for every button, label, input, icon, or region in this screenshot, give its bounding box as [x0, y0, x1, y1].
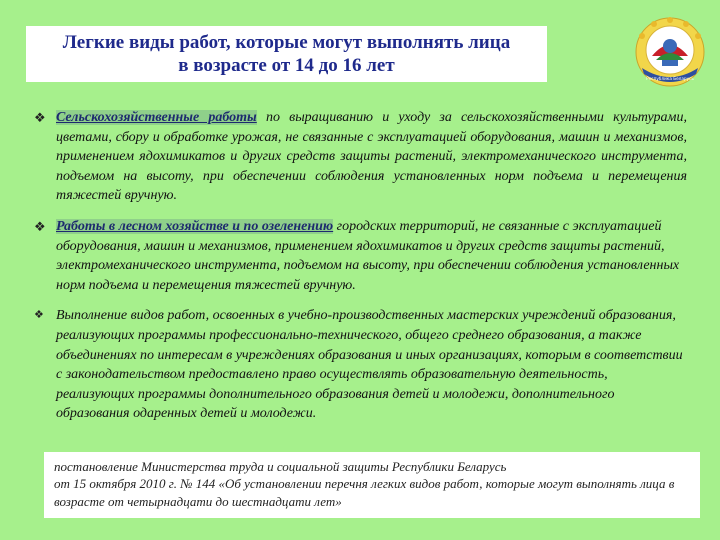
list-item [34, 217, 687, 295]
item-highlight: Работы в лесном хозяйстве и по озеленению [56, 218, 334, 234]
list-item [34, 306, 687, 424]
item-text: городских территорий, не связанные с эксплуатацией оборудования, машин и механизмов, применением ядохимикатов и других средств защиты растений, электромеханического инструмента, подъемом на высоту, при обеспечении соблюдения установленных норм подъема и перемещения тяжестей вручную. [56, 218, 680, 293]
list-item [34, 108, 687, 206]
footer-line-1: постановление Министерства труда и социальной защиты Республики Беларусь [54, 459, 507, 474]
title-line-2: в возрасте от 14 до 16 лет [178, 55, 395, 76]
diamond-bullet-icon: ❖ [34, 110, 46, 125]
footer-line-2: от 15 октября 2010 г. № 144 «Об установлении перечня легких видов работ, которые могут выполнять лица в возрасте от четырнадцати до шестнадцати лет» [54, 476, 675, 509]
diamond-bullet-icon: ❖ [34, 218, 46, 234]
item-text: Выполнение видов работ, освоенных в учебно-производственных мастерских учреждений образования, реализующих программы профессионально-технического, общего среднего образования, а также объединениях по интересам в учреждениях образования и иных организациях, которым в соответствии с законодательством предоставлено право осуществлять образовательную деятельность, реализующих программы дополнительного образования детей и молодежи, дополнительного образования одаренных детей и молодежи. [56, 308, 683, 422]
item-text: по выращиванию и уходу за сельскохозяйственными культурами, цветами, сбору и обработке урожая, не связанные с эксплуатацией оборудования, машин и механизмов, применением ядохимикатов и других средств защиты растений, электромеханического инструмента, подъемом на высоту, при обеспечении соблюдения установленных норм подъема и перемещения тяжестей вручную. [56, 110, 687, 204]
emblem-caption: Республика Беларусь [646, 76, 694, 81]
diamond-bullet-icon: ❖ [34, 309, 44, 322]
item-highlight: Сельскохозяйственные работы [56, 110, 257, 125]
source-reference [44, 452, 700, 518]
belarus-emblem-icon [634, 16, 706, 88]
slide-title [26, 26, 547, 82]
main-content [34, 108, 687, 435]
title-line-1: Легкие виды работ, которые могут выполнять лица [62, 32, 511, 53]
